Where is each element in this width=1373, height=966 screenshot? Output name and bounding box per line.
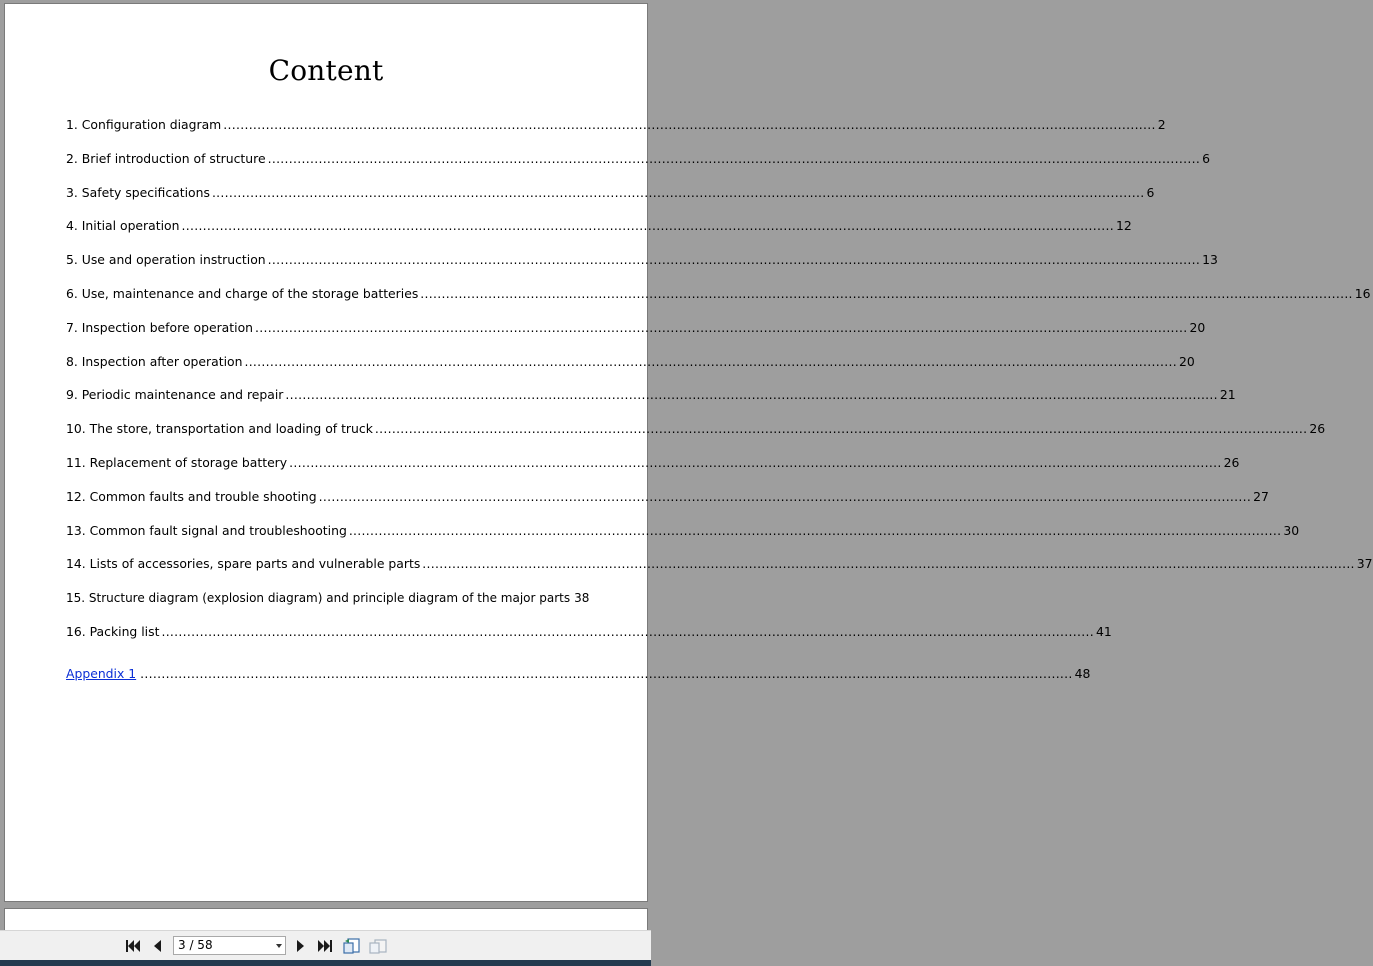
toc-entry-label: 5. Use and operation instruction <box>66 252 266 267</box>
toc-entry-page: 16 <box>1354 286 1371 301</box>
toc-entry-page: 41 <box>1095 624 1112 639</box>
previous-page-button[interactable] <box>150 938 164 954</box>
toc-leader-dots: ............................................................................................................................................................................................................................ <box>422 556 1355 571</box>
toc-leader-dots: ............................................................................................................................................................................................................................ <box>420 286 1353 301</box>
toc-entry-page: 48 <box>1074 666 1091 681</box>
toc-entry-label: 15. Structure diagram (explosion diagram) and principle diagram of the major parts <box>66 591 571 605</box>
page-title: Content <box>268 54 384 87</box>
toc-entry-label: 3. Safety specifications <box>66 185 210 200</box>
toc-entry-page: 13 <box>1202 252 1218 267</box>
toc-entry <box>66 320 1206 336</box>
page-number-select[interactable] <box>173 936 286 955</box>
toc-entry <box>66 252 1218 268</box>
toc-entry-label: 10. The store, transportation and loading of truck <box>66 421 373 436</box>
chevron-down-icon <box>276 944 282 948</box>
toc-entry-page: 37 <box>1356 556 1373 571</box>
first-page-button[interactable] <box>125 938 141 954</box>
toc-leader-dots: ............................................................................................................................................................................................................................ <box>267 252 1201 267</box>
next-page-button[interactable] <box>294 938 308 954</box>
toc-leader-dots: ............................................................................................................................................................................................................................ <box>255 320 1188 335</box>
toc-appendix-entry <box>66 666 1091 682</box>
toc-entry-page: 2 <box>1157 117 1166 132</box>
toc-entry-label: 13. Common fault signal and troubleshooting <box>66 523 347 538</box>
toc-entry <box>66 286 1371 302</box>
fit-width-button[interactable] <box>369 938 387 954</box>
toc-entry-label: 12. Common faults and trouble shooting <box>66 489 317 504</box>
toc-entry-page: 26 <box>1309 421 1326 436</box>
toc-entry <box>66 590 590 606</box>
toc-entry <box>66 151 1210 167</box>
toc-entry <box>66 387 1236 403</box>
toc-entry-page: 21 <box>1219 387 1236 402</box>
toc-entry-label: 16. Packing list <box>66 624 160 639</box>
toc-entry-label: 6. Use, maintenance and charge of the storage batteries <box>66 286 419 301</box>
page-indicator: 3 / 58 <box>178 938 213 952</box>
toc-leader-dots: ............................................................................................................................................................................................................................ <box>374 421 1308 436</box>
toc-entry-label: 9. Periodic maintenance and repair <box>66 387 284 402</box>
toc-leader-dots: ............................................................................................................................................................................................................................ <box>318 489 1252 504</box>
toc-entry-page: 20 <box>1178 354 1195 369</box>
toc-entry-page: 6 <box>1202 151 1210 166</box>
previous-page-icon <box>152 939 162 953</box>
toc-leader-dots: ............................................................................................................................................................................................................................ <box>348 523 1282 538</box>
toc-entry-page: 26 <box>1223 455 1240 470</box>
toc-entry-label: 7. Inspection before operation <box>66 320 254 335</box>
toc-entry <box>66 354 1195 370</box>
toc-leader-dots: ............................................................................................................................................................................................................................ <box>244 354 1177 369</box>
taskbar-strip <box>0 960 651 966</box>
toc-leader-dots: ............................................................................................................................................................................................................................ <box>211 185 1145 200</box>
pdf-page <box>4 3 1373 902</box>
toc-entry-page: 27 <box>1253 489 1269 504</box>
appendix-link[interactable]: Appendix 1 <box>66 666 137 681</box>
toc-entry <box>66 455 1240 471</box>
toc-entry-label: 4. Initial operation <box>66 218 180 233</box>
toc-entry-page: 6 <box>1146 185 1155 200</box>
toc-entry-label: 11. Replacement of storage battery <box>66 455 288 470</box>
toc-entry <box>66 489 1269 505</box>
toc-entry <box>66 421 1326 437</box>
next-page-icon <box>296 939 306 953</box>
toc-entry-label: 8. Inspection after operation <box>66 354 243 369</box>
fit-page-icon <box>343 938 361 954</box>
toc-entry <box>66 556 1373 572</box>
toc-entry-page: 20 <box>1189 320 1206 335</box>
last-page-icon <box>317 939 333 953</box>
toc-entry-label: 1. Configuration diagram <box>66 117 222 132</box>
toc-entry-label: 14. Lists of accessories, spare parts and vulnerable parts <box>66 556 421 571</box>
toc-leader-dots: ............................................................................................................................................................................................................................ <box>223 117 1156 132</box>
toc-entry-page: 12 <box>1115 218 1132 233</box>
toc-entry <box>66 624 1112 640</box>
first-page-icon <box>125 939 141 953</box>
toc-entry <box>66 185 1155 201</box>
toc-entry-page: 30 <box>1283 523 1300 538</box>
toc-entry <box>66 218 1132 234</box>
toc-leader-dots: ............................................................................................................................................................................................................................ <box>140 666 1073 681</box>
pdf-navigation-toolbar <box>0 930 651 961</box>
last-page-button[interactable] <box>317 938 333 954</box>
toc-entry <box>66 523 1300 539</box>
toc-leader-dots: ............................................................................................................................................................................................................................ <box>285 387 1218 402</box>
fit-page-button[interactable] <box>343 938 361 954</box>
toc-entry <box>66 117 1166 133</box>
toc-leader-dots: ............................................................................................................................................................................................................................ <box>289 455 1222 470</box>
toc-entry-label: 2. Brief introduction of structure <box>66 151 266 166</box>
toc-leader-dots: ............................................................................................................................................................................................................................ <box>181 218 1114 233</box>
toc-leader-dots: ............................................................................................................................................................................................................................ <box>161 624 1094 639</box>
fit-width-icon <box>369 938 387 954</box>
toc-entry-page: 38 <box>574 591 590 605</box>
toc-leader-dots: ............................................................................................................................................................................................................................ <box>267 151 1201 166</box>
